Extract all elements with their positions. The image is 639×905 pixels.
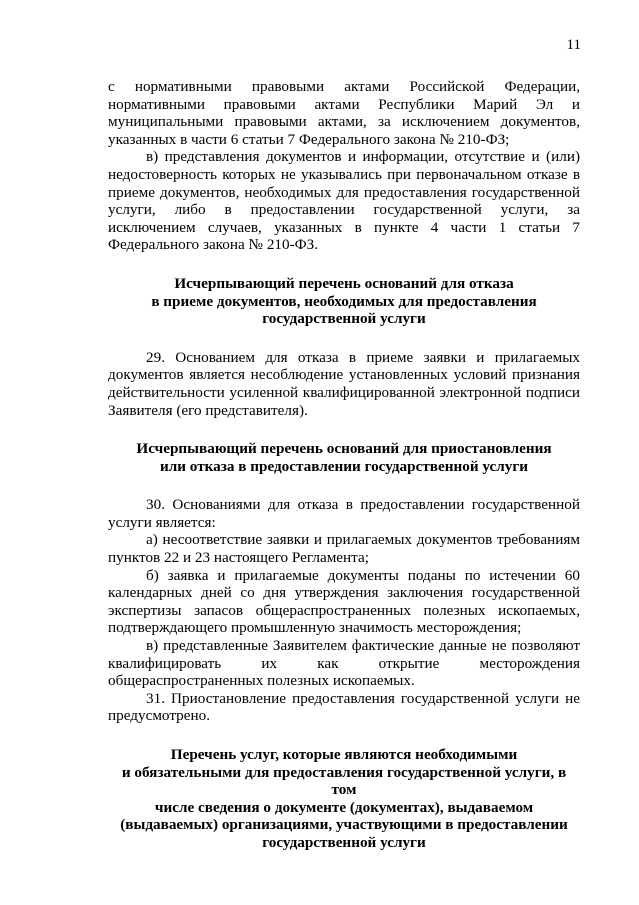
document-body <box>108 78 580 852</box>
section-heading-necessary-services <box>108 746 580 852</box>
heading-line: или отказа в предоставлении государственной услуги <box>159 457 528 475</box>
paragraph-item-v: в) представления документов и информации, отсутствие и (или) недостоверность которых не указывались при первоначальном отказе в приеме документов, необходимых для предоставления государственной услуги, либо в предоставлении государственной услуги, за исключением случаев, указанных в пункте 4 части 1 статьи 7 Федерального закона № 210-ФЗ. <box>108 148 580 254</box>
section-heading-refusal-documents <box>108 275 580 328</box>
paragraph-30-a: а) несоответствие заявки и прилагаемых документов требованиям пунктов 22 и 23 настоящего Регламента; <box>108 531 580 567</box>
heading-line: государственной услуги <box>262 310 426 328</box>
paragraph-29: 29. Основанием для отказа в приеме заявки и прилагаемых документов является несоблюдение установленных условий признания действительности усиленной квалифицированной электронной подписи Заявителя (его представителя). <box>108 348 580 419</box>
heading-line: Исчерпывающий перечень оснований для отказа <box>174 274 514 292</box>
heading-line: (выдаваемых) организациями, участвующими в предоставлении <box>120 816 568 834</box>
heading-line: в приеме документов, необходимых для предоставления <box>151 292 537 310</box>
heading-line: числе сведения о документе (документах), выдаваемом <box>154 798 534 816</box>
paragraph-30: 30. Основаниями для отказа в предоставлении государственной услуги является: <box>108 496 580 531</box>
page-number: 11 <box>566 37 581 53</box>
paragraph-31: 31. Приостановление предоставления государственной услуги не предусмотрено. <box>108 689 580 725</box>
heading-line: и обязательными для предоставления государственной услуги, в том <box>121 763 567 799</box>
heading-line: Исчерпывающий перечень оснований для приостановления <box>136 440 552 458</box>
paragraph-continuation: с нормативными правовыми актами Российской Федерации, нормативными правовыми актами Республики Марий Эл и муниципальными правовыми актами, за исключением документов, указанных в части 6 статьи 7 Федерального закона № 210-ФЗ; <box>108 78 580 148</box>
paragraph-30-b: б) заявка и прилагаемые документы поданы по истечении 60 календарных дней со дня утверждения заключения государственной экспертизы запасов общераспространенных полезных ископаемых, подтверждающего промышленную значимость месторождения; <box>108 566 580 637</box>
paragraph-30-c: в) представленные Заявителем фактические данные не позволяют квалифицировать их как открытие месторождения общераспространенных полезных ископаемых. <box>108 637 580 690</box>
heading-line: государственной услуги <box>262 833 426 851</box>
section-heading-suspension-refusal <box>108 440 580 475</box>
heading-line: Перечень услуг, которые являются необходимыми <box>170 746 518 763</box>
